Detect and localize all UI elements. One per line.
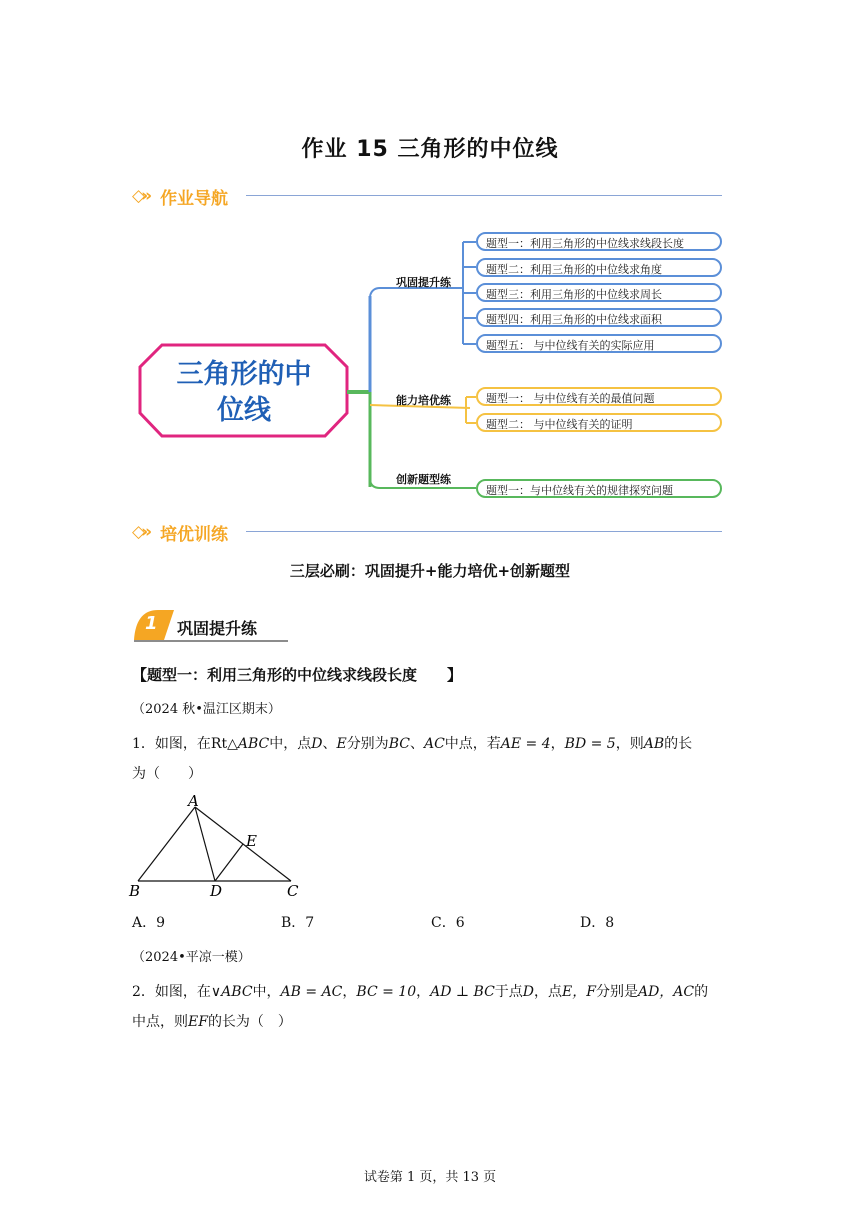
q1-math: BC bbox=[388, 736, 410, 752]
q1-source: （2024 秋•温江区期末） bbox=[132, 702, 281, 717]
q2-source: （2024•平凉一模） bbox=[132, 950, 251, 965]
q1-math: ABC bbox=[237, 736, 270, 752]
q2-math: AD ⊥ BC bbox=[430, 984, 495, 1000]
q1-math: E bbox=[336, 736, 347, 752]
q2-text-part: ， bbox=[342, 984, 357, 1000]
branch-label-innovation: 创新题型练 bbox=[396, 473, 451, 486]
q2-text-part: 2．如图，在 bbox=[132, 984, 211, 1000]
figure-label-d: D bbox=[210, 882, 223, 900]
mindmap-item: 题型一：利用三角形的中位线求线段长度 bbox=[476, 232, 722, 251]
branch-label-ability: 能力培优练 bbox=[396, 394, 451, 407]
q1-math: AB bbox=[643, 736, 665, 752]
q2-math: EF bbox=[188, 1014, 208, 1030]
page-footer: 试卷第 1 页，共 13 页 bbox=[363, 1170, 497, 1185]
q2-text bbox=[132, 982, 708, 1002]
double-chevron-icon: ◇» bbox=[132, 186, 149, 206]
q1-option-c[interactable]: C．6 bbox=[431, 915, 465, 931]
level-badge-label: 巩固提升练 bbox=[177, 619, 258, 638]
q2-math: ∨ABC bbox=[210, 984, 253, 1000]
q2-text-part: 的长为（ ） bbox=[207, 1014, 292, 1030]
practice-subtitle: 三层必刷：巩固提升+能力培优+创新题型 bbox=[289, 562, 571, 580]
branch-label-consolidate: 巩固提升练 bbox=[396, 276, 451, 289]
q2-text-part: ，点 bbox=[534, 984, 563, 1000]
q1-text-part: 中，点 bbox=[269, 736, 312, 752]
q1-text-part: 、 bbox=[409, 736, 424, 752]
q1-text-part: 、 bbox=[322, 736, 337, 752]
section-label: 作业导航 bbox=[160, 188, 229, 209]
mindmap-item: 题型一：与中位线有关的规律探究问题 bbox=[476, 479, 722, 498]
section-divider bbox=[246, 531, 722, 532]
mindmap-center-label bbox=[142, 357, 346, 429]
mindmap-item: 题型一： 与中位线有关的最值问题 bbox=[476, 387, 722, 406]
q1-option-a[interactable]: A．9 bbox=[132, 915, 166, 931]
figure-label-b: B bbox=[129, 882, 141, 900]
q1-text-part: 1．如图，在Rt△ bbox=[132, 736, 238, 752]
q1-text-part: ， bbox=[550, 736, 565, 752]
q2-math: E，F bbox=[562, 984, 596, 1000]
q1-math: BD = 5 bbox=[564, 736, 616, 752]
double-chevron-icon: ◇» bbox=[132, 522, 149, 542]
q2-math: AD，AC bbox=[637, 984, 695, 1000]
mindmap-connectors bbox=[0, 220, 860, 510]
figure-label-a: A bbox=[188, 792, 199, 810]
q1-text-part: 中点，若 bbox=[444, 736, 501, 752]
mindmap-item: 题型四：利用三角形的中位线求面积 bbox=[476, 308, 722, 327]
q1-text-part: 的长 bbox=[664, 736, 693, 752]
level-badge-number: 1 bbox=[145, 613, 158, 634]
mindmap-item: 题型二： 与中位线有关的证明 bbox=[476, 413, 722, 432]
q1-math: D bbox=[311, 736, 323, 752]
section-divider bbox=[246, 195, 722, 196]
q1-math: AE = 4 bbox=[500, 736, 551, 752]
q1-text-part: ，则 bbox=[615, 736, 644, 752]
question-type-heading: 【题型一：利用三角形的中位线求线段长度 】 bbox=[132, 666, 463, 684]
q2-math: BC = 10 bbox=[356, 984, 417, 1000]
q2-math: D bbox=[522, 984, 535, 1000]
q2-text-part: 的 bbox=[694, 984, 709, 1000]
q2-math: AB = AC bbox=[280, 984, 343, 1000]
q1-text bbox=[132, 734, 692, 754]
q2-text-part: 中点，则 bbox=[132, 1014, 188, 1030]
section-header-nav bbox=[132, 184, 228, 208]
q1-math: AC bbox=[423, 736, 445, 752]
mindmap-item: 题型二：利用三角形的中位线求角度 bbox=[476, 258, 722, 277]
q2-text-part: ， bbox=[416, 984, 431, 1000]
figure-label-c: C bbox=[287, 882, 299, 900]
mindmap-center-line1: 三角形的中 bbox=[176, 359, 312, 390]
page-title: 作业 15 三角形的中位线 bbox=[301, 137, 559, 162]
section-header-training bbox=[132, 520, 228, 544]
q2-text-part: 于点 bbox=[494, 984, 523, 1000]
q2-text-part: 中， bbox=[252, 984, 281, 1000]
section-label: 培优训练 bbox=[160, 524, 229, 545]
q1-text-line2: 为（ ） bbox=[132, 766, 202, 782]
mindmap-item: 题型三：利用三角形的中位线求周长 bbox=[476, 283, 722, 302]
figure-label-e: E bbox=[246, 832, 257, 850]
q2-text-part: 分别是 bbox=[595, 984, 638, 1000]
q1-option-d[interactable]: D．8 bbox=[580, 915, 615, 931]
mindmap-item: 题型五： 与中位线有关的实际应用 bbox=[476, 334, 722, 353]
q1-triangle-figure bbox=[128, 792, 318, 900]
q2-text-line2 bbox=[132, 1012, 292, 1032]
q1-text-part: 分别为 bbox=[346, 736, 389, 752]
mindmap-center-line2: 位线 bbox=[217, 395, 271, 426]
q1-option-b[interactable]: B．7 bbox=[281, 915, 315, 931]
